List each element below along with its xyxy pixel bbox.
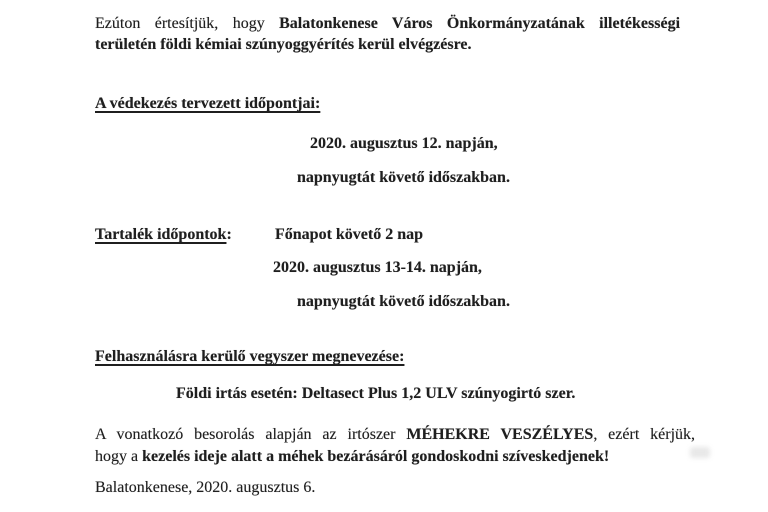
schedule-heading: A védekezés tervezett időpontjai: [95, 95, 321, 112]
warning-bold-text-1: MÉHEKRE VESZÉLYES [406, 426, 594, 443]
schedule-time-line: napnyugtát követő időszakban. [297, 169, 510, 186]
chemical-detail: Földi irtás esetén: Deltasect Plus 1,2 ULV szúnyogirtó szer. [176, 385, 576, 402]
intro-paragraph [95, 13, 680, 55]
intro-normal-text: Ezúton értesítjük, hogy [95, 15, 265, 32]
warning-normal-text-3: hogy a [95, 448, 139, 465]
intro-bold-text-2: területén földi kémiai szúnyoggyérítés kerül elvégzésre. [95, 36, 472, 53]
intro-line-1 [95, 13, 680, 34]
backup-date-line: 2020. augusztus 13-14. napján, [273, 259, 482, 276]
intro-bold-text-1: Balatonkenese Város Önkormányzatának illetékességi [279, 15, 681, 32]
backup-label-colon: : [226, 226, 232, 243]
dateline: Balatonkenese, 2020. augusztus 6. [95, 479, 316, 496]
scan-artifact [690, 447, 710, 458]
warning-bold-text-2: kezelés ideje alatt a méhek bezárásáról gondoskodni szíveskedjenek! [142, 448, 610, 465]
warning-normal-text-2: , ezért kérjük, [593, 426, 696, 443]
warning-paragraph [95, 424, 695, 468]
warning-line-2 [95, 446, 695, 468]
warning-line-1 [95, 424, 695, 446]
backup-value: Főnapot követő 2 nap [275, 226, 424, 243]
chemical-heading: Felhasználásra kerülő vegyszer megnevezése: [95, 348, 405, 365]
schedule-date-line: 2020. augusztus 12. napján, [310, 135, 498, 152]
backup-label [95, 226, 232, 244]
backup-time-line: napnyugtát követő időszakban. [297, 293, 510, 310]
backup-label-text: Tartalék időpontok [95, 226, 227, 243]
warning-normal-text-1: A vonatkozó besorolás alapján az irtószer [95, 426, 396, 443]
